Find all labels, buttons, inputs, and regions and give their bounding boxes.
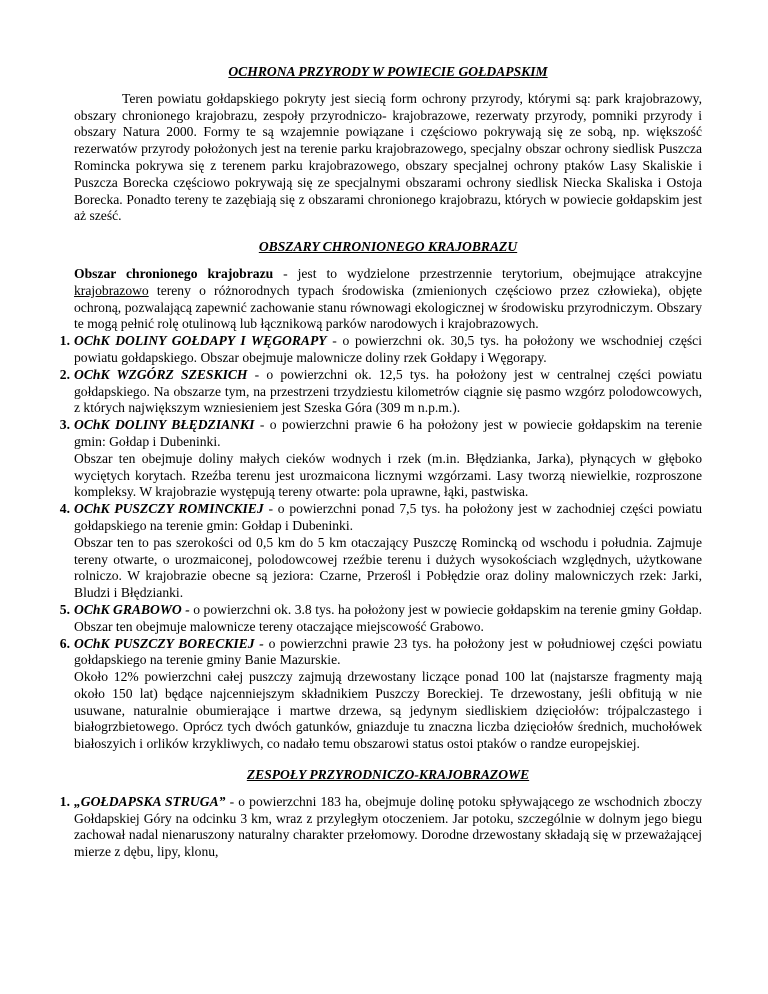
- list-item-text: [74, 636, 702, 670]
- list-item-text: [74, 794, 702, 861]
- document-content: [59, 64, 703, 861]
- list-item: [59, 366, 702, 417]
- list-item-text: [74, 501, 702, 535]
- definition-text-2: tereny o różnorodnych typach środowiska (zmienionych częściowo przez człowieka), objęte ochroną, pozwalającą zapewnić zachowanie stanu równowagi ekologicznej w środowisku przyrodniczym. Obszary te mogą pełnić rolę otulinową lub łącznikową parków narodowych i krajobrazowych.: [74, 282, 702, 332]
- list-item: [59, 333, 702, 367]
- item-term: OChK DOLINY GOŁDAPY I WĘGORAPY: [74, 333, 327, 349]
- list-item-extra: Obszar ten obejmuje doliny małych cieków wodnych i rzek (m.in. Błędzianka, Jarka), płynących w głęboko wyciętych korytach. Rzeźba terenu jest urozmaicona licznymi wzgórzami. Lasy tworzą niewielkie, rozproszone kompleksy. W krajobrazie występują tereny otwarte: pola uprawne, łąki, pastwiska.: [74, 450, 702, 500]
- item-term: OChK GRABOWO -: [74, 601, 190, 617]
- list-number: 6.: [59, 635, 70, 651]
- section-heading-nature-landscape-complexes: ZESPOŁY PRZYRODNICZO-KRAJOBRAZOWE: [246, 767, 530, 783]
- list-item-text: [74, 417, 702, 451]
- list-item: [59, 417, 702, 501]
- item-term: „GOŁDAPSKA STRUGA”: [74, 793, 226, 809]
- definition-term: Obszar chronionego krajobrazu: [74, 265, 274, 281]
- list-number: 1.: [59, 793, 70, 809]
- list-item: [59, 793, 702, 861]
- document-title: OCHRONA PRZYRODY W POWIECIE GOŁDAPSKIM: [228, 64, 548, 79]
- item-description: - o powierzchni ok. 12,5 tys. ha położony jest w centralnej części powiatu gołdapskiego. Na obszarze tym, na przestrzeni trzydziestu kilometrów ciągnie się pasmo wzgórz polodowcowych, z których największym wzniesieniem jest Szeska Góra (309 m n.p.m.).: [74, 366, 702, 416]
- item-description: o powierzchni ok. 3.8 tys. ha położony jest w powiecie gołdapskim na terenie gminy Gołdap. Obszar ten obejmuje malownicze tereny otaczające miejscowość Grabowo.: [74, 601, 702, 634]
- nature-landscape-section: [59, 793, 702, 861]
- item-description: - o powierzchni ok. 30,5 tys. ha położony we wschodniej części powiatu gołdapskiego. Obszar obejmuje malownicze doliny rzek Gołdapy i Węgorapy.: [74, 333, 702, 365]
- list-item-text: [74, 367, 702, 417]
- list-number: 5.: [59, 601, 70, 617]
- item-description: - o powierzchni ponad 7,5 tys. ha położony jest w zachodniej części powiatu gołdapskiego na terenie gmin: Gołdap i Dubeninki.: [74, 501, 703, 533]
- definition-underlined-word: krajobrazowo: [74, 282, 149, 298]
- definition-paragraph: [74, 266, 702, 333]
- item-term: OChK WZGÓRZ SZESKICH: [74, 366, 248, 382]
- item-description: - o powierzchni 183 ha, obejmuje dolinę potoku spływającego ze wschodnich zboczy Gołdapskiej Góry na odcinku 3 km, wraz z przyległym otoczeniem. Jar potoku, szczególnie w dolnym jego biegu zachował nadal nienaruszony naturalny charakter przełomowy. Dorodne drzewostany składają się w przeważającej mierze z dębu, lipy, klonu,: [74, 793, 702, 860]
- intro-paragraph: Teren powiatu gołdapskiego pokryty jest siecią form ochrony przyrody, którymi są: park krajobrazowy, obszary chronionego krajobrazu, zespoły przyrodniczo- krajobrazowe, rezerwaty przyrody, pomniki przyrody i obszary Natura 2000. Formy te są wzajemnie powiązane i częściowo pokrywają się ze sobą, np. większość rezerwatów przyrody położonych jest na terenie parku krajobrazowego, specjalny obszar ochrony siedlisk Puszcza Romincka pokrywa się z terenem parku krajobrazowego, obszary specjalnej ochrony ptaków Lasy Skaliskie i Puszcza Borecka częściowo pokrywają się ze specjalnymi obszarami ochrony siedlisk Niecka Skaliska i Ostoja Borecka. Ponadto tereny te zazębiają się z obszarami chronionego krajobrazu, których w powiecie gołdapskim jest aż sześć.: [74, 90, 702, 224]
- list-item-extra: Około 12% powierzchni całej puszczy zajmują drzewostany liczące ponad 100 lat (najstarsze fragmenty mają około 150 lat) będące najcenniejszym składnikiem Puszczy Boreckiej. Te drzewostany, jeśli obfitują w nie usuwane, naturalnie obumierające i martwe drzewa, są jedynym siedliskiem dzięciołów: trójpalczastego i białogrzbietowego. Oprócz tych dwóch gatunków, gniazduje tu znaczna liczba dzięciołów średnich, muchołówek białoszyich i orlików krzykliwych, co nadało temu obszarowi status ostoi ptaków o randze europejskiej.: [74, 669, 702, 752]
- list-item-text: [74, 602, 702, 636]
- list-number: 4.: [59, 501, 70, 517]
- definition-text-1: - jest to wydzielone przestrzennie terytorium, obejmujące atrakcyjne: [273, 265, 702, 281]
- list-item: [59, 635, 702, 754]
- item-description: - o powierzchni prawie 6 ha położony jest w powiecie gołdapskim na terenie gmin: Gołdap i Dubeninki.: [74, 417, 702, 449]
- item-term: OChK PUSZCZY ROMINCKIEJ: [74, 501, 264, 517]
- landscape-areas-section: [59, 265, 703, 753]
- list-item: [59, 501, 703, 602]
- list-item: [59, 601, 702, 636]
- item-term: OChK PUSZCZY BORECKIEJ -: [74, 635, 264, 651]
- item-description: o powierzchni prawie 23 tys. ha położony jest w południowej części powiatu gołdapskiego na terenie gminy Banie Mazurskie.: [74, 635, 702, 668]
- list-item-text: [74, 333, 702, 367]
- list-number: 3.: [59, 417, 70, 433]
- list-number: 2.: [59, 366, 70, 382]
- list-item-extra: Obszar ten to pas szerokości od 0,5 km do 5 km otaczający Puszczę Romincką od wschodu i południa. Zajmuje tereny otwarte, o urozmaiconej, polodowcowej rzeźbie terenu i dużych wysokościach względnych, użytkowane rolniczo. W krajobrazie obecne są jeziora: Czarne, Przerośl i Pobłędzie oraz doliny malowniczych rzek: Jarki, Bludzi i Błędzianki.: [74, 534, 702, 601]
- list-number: 1.: [59, 333, 70, 349]
- section-heading-landscape-areas: OBSZARY CHRONIONEGO KRAJOBRAZU: [258, 239, 518, 255]
- item-term: OChK DOLINY BŁĘDZIANKI: [74, 417, 255, 433]
